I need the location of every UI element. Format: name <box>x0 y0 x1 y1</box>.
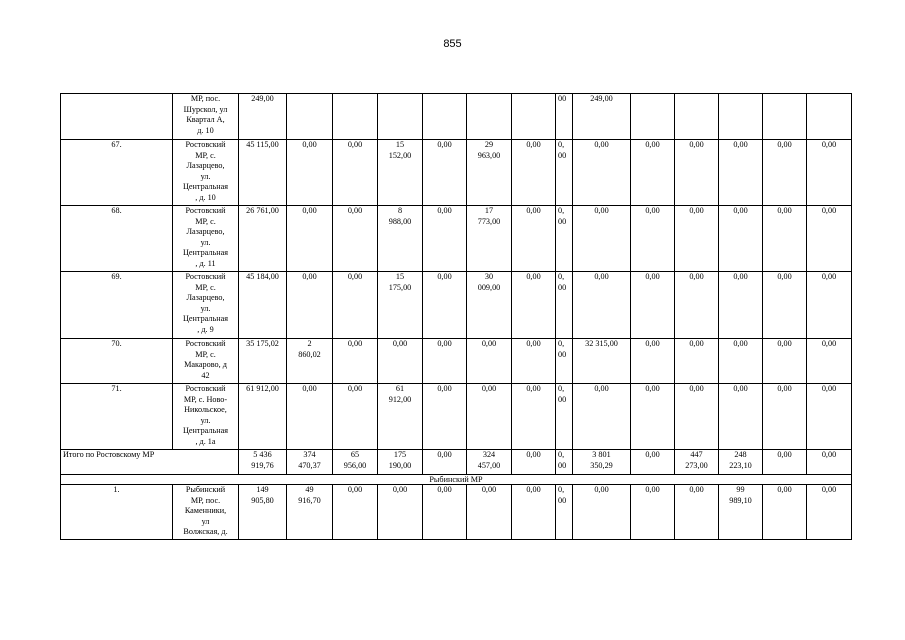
value-cell: 0,00 <box>719 140 763 206</box>
total-value-cell: 175 190,00 <box>378 450 423 475</box>
value-cell: 32 315,00 <box>573 339 631 384</box>
table-row <box>61 140 852 206</box>
value-cell: 0,00 <box>423 485 467 540</box>
total-label: Итого по Ростовскому МР <box>61 450 239 475</box>
value-cell: 0,00 <box>333 272 378 339</box>
value-cell: 0,00 <box>423 206 467 272</box>
value-cell: 61 912,00 <box>378 384 423 450</box>
address-cell: Рыбинский МР, пос. Каменники, ул Волжская, д. <box>173 485 239 540</box>
value-cell: 0,00 <box>719 272 763 339</box>
row-number: 68. <box>61 206 173 272</box>
table-row <box>61 339 852 384</box>
total-value-cell: 65 956,00 <box>333 450 378 475</box>
value-cell: 35 175,02 <box>239 339 287 384</box>
value-cell: 0,00 <box>719 384 763 450</box>
value-cell <box>333 94 378 140</box>
value-cell: 0, 00 <box>556 272 573 339</box>
value-cell: 0,00 <box>719 339 763 384</box>
total-value-cell: 5 436 919,76 <box>239 450 287 475</box>
value-cell: 0,00 <box>333 384 378 450</box>
value-cell: 0,00 <box>287 206 333 272</box>
value-cell: 0,00 <box>631 140 675 206</box>
value-cell: 149 905,80 <box>239 485 287 540</box>
value-cell: 0,00 <box>763 206 807 272</box>
total-value-cell: 3 801 350,29 <box>573 450 631 475</box>
value-cell: 0,00 <box>573 384 631 450</box>
total-value-cell: 248 223,10 <box>719 450 763 475</box>
value-cell: 0,00 <box>675 272 719 339</box>
value-cell: 0,00 <box>719 206 763 272</box>
value-cell: 0,00 <box>807 272 852 339</box>
value-cell: 0,00 <box>631 339 675 384</box>
value-cell: 0,00 <box>423 140 467 206</box>
value-cell: 15 152,00 <box>378 140 423 206</box>
value-cell: 0,00 <box>807 339 852 384</box>
value-cell: 0,00 <box>287 272 333 339</box>
section-title: Рыбинский МР <box>61 475 852 485</box>
value-cell: 0,00 <box>573 272 631 339</box>
total-value-cell: 0,00 <box>807 450 852 475</box>
row-number: 71. <box>61 384 173 450</box>
value-cell: 0,00 <box>467 485 512 540</box>
section-header-row <box>61 475 852 485</box>
value-cell <box>512 94 556 140</box>
value-cell <box>423 94 467 140</box>
row-number: 70. <box>61 339 173 384</box>
value-cell: 26 761,00 <box>239 206 287 272</box>
value-cell: 0, 00 <box>556 206 573 272</box>
value-cell: 0,00 <box>763 384 807 450</box>
value-cell: 0,00 <box>333 206 378 272</box>
value-cell: 0,00 <box>675 339 719 384</box>
value-cell: 0,00 <box>467 339 512 384</box>
table-row <box>61 206 852 272</box>
value-cell: 0, 00 <box>556 339 573 384</box>
value-cell <box>719 94 763 140</box>
value-cell: 0,00 <box>378 485 423 540</box>
value-cell: 0,00 <box>333 140 378 206</box>
value-cell: 0,00 <box>512 339 556 384</box>
address-cell: Ростовский МР, с. Макарово, д 42 <box>173 339 239 384</box>
value-cell: 45 115,00 <box>239 140 287 206</box>
value-cell: 0,00 <box>573 206 631 272</box>
value-cell: 0,00 <box>807 206 852 272</box>
value-cell: 0,00 <box>763 272 807 339</box>
value-cell: 0,00 <box>423 384 467 450</box>
value-cell: 17 773,00 <box>467 206 512 272</box>
value-cell <box>378 94 423 140</box>
value-cell: 0, 00 <box>556 140 573 206</box>
value-cell: 30 009,00 <box>467 272 512 339</box>
row-number: 67. <box>61 140 173 206</box>
value-cell: 0,00 <box>423 272 467 339</box>
row-number: 69. <box>61 272 173 339</box>
address-cell: Ростовский МР, с. Лазарцево, ул. Центральная , д. 10 <box>173 140 239 206</box>
value-cell: 0,00 <box>631 206 675 272</box>
page-number: 855 <box>443 38 462 50</box>
value-cell: 0,00 <box>807 384 852 450</box>
value-cell: 0,00 <box>631 384 675 450</box>
value-cell <box>287 94 333 140</box>
value-cell: 2 860,02 <box>287 339 333 384</box>
value-cell: 8 988,00 <box>378 206 423 272</box>
table-row <box>61 485 852 540</box>
value-cell: 0,00 <box>675 206 719 272</box>
value-cell: 0,00 <box>287 384 333 450</box>
value-cell: 0,00 <box>675 140 719 206</box>
value-cell: 0,00 <box>333 485 378 540</box>
value-cell <box>675 94 719 140</box>
value-cell: 0,00 <box>763 485 807 540</box>
table-row <box>61 384 852 450</box>
value-cell: 0,00 <box>631 485 675 540</box>
total-value-cell: 0,00 <box>763 450 807 475</box>
value-cell: 49 916,70 <box>287 485 333 540</box>
address-cell: Ростовский МР, с. Лазарцево, ул. Центральная , д. 11 <box>173 206 239 272</box>
value-cell: 0,00 <box>763 339 807 384</box>
total-value-cell: 0,00 <box>512 450 556 475</box>
value-cell: 00 <box>556 94 573 140</box>
value-cell: 0,00 <box>512 272 556 339</box>
value-cell: 0,00 <box>631 272 675 339</box>
value-cell <box>807 94 852 140</box>
value-cell: 99 989,10 <box>719 485 763 540</box>
value-cell: 29 963,00 <box>467 140 512 206</box>
value-cell: 0,00 <box>807 140 852 206</box>
value-cell: 249,00 <box>239 94 287 140</box>
total-value-cell: 0,00 <box>631 450 675 475</box>
value-cell: 0,00 <box>675 485 719 540</box>
table-row <box>61 94 852 140</box>
value-cell <box>763 94 807 140</box>
value-cell: 249,00 <box>573 94 631 140</box>
value-cell: 0,00 <box>763 140 807 206</box>
value-cell <box>631 94 675 140</box>
value-cell: 0,00 <box>573 485 631 540</box>
table-row <box>61 272 852 339</box>
total-value-cell: 0, 00 <box>556 450 573 475</box>
address-cell: Ростовский МР, с. Лазарцево, ул. Центральная , д. 9 <box>173 272 239 339</box>
value-cell: 0,00 <box>512 485 556 540</box>
total-row <box>61 450 852 475</box>
total-value-cell: 324 457,00 <box>467 450 512 475</box>
value-cell: 0,00 <box>512 384 556 450</box>
value-cell: 0,00 <box>512 140 556 206</box>
value-cell: 0,00 <box>287 140 333 206</box>
address-cell: Ростовский МР, с. Ново- Никольское, ул. Центральная , д. 1а <box>173 384 239 450</box>
value-cell: 0,00 <box>675 384 719 450</box>
value-cell: 0,00 <box>423 339 467 384</box>
value-cell: 0,00 <box>378 339 423 384</box>
value-cell <box>467 94 512 140</box>
address-cell: МР, пос. Шурскол, ул Квартал А, д. 10 <box>173 94 239 140</box>
value-cell: 0,00 <box>573 140 631 206</box>
total-value-cell: 374 470,37 <box>287 450 333 475</box>
total-value-cell: 447 273,00 <box>675 450 719 475</box>
value-cell: 0,00 <box>512 206 556 272</box>
value-cell: 0, 00 <box>556 485 573 540</box>
value-cell: 61 912,00 <box>239 384 287 450</box>
value-cell: 45 184,00 <box>239 272 287 339</box>
row-number <box>61 94 173 140</box>
value-cell: 0,00 <box>807 485 852 540</box>
value-cell: 0, 00 <box>556 384 573 450</box>
row-number: 1. <box>61 485 173 540</box>
value-cell: 15 175,00 <box>378 272 423 339</box>
total-value-cell: 0,00 <box>423 450 467 475</box>
value-cell: 0,00 <box>333 339 378 384</box>
data-table <box>60 93 852 540</box>
value-cell: 0,00 <box>467 384 512 450</box>
